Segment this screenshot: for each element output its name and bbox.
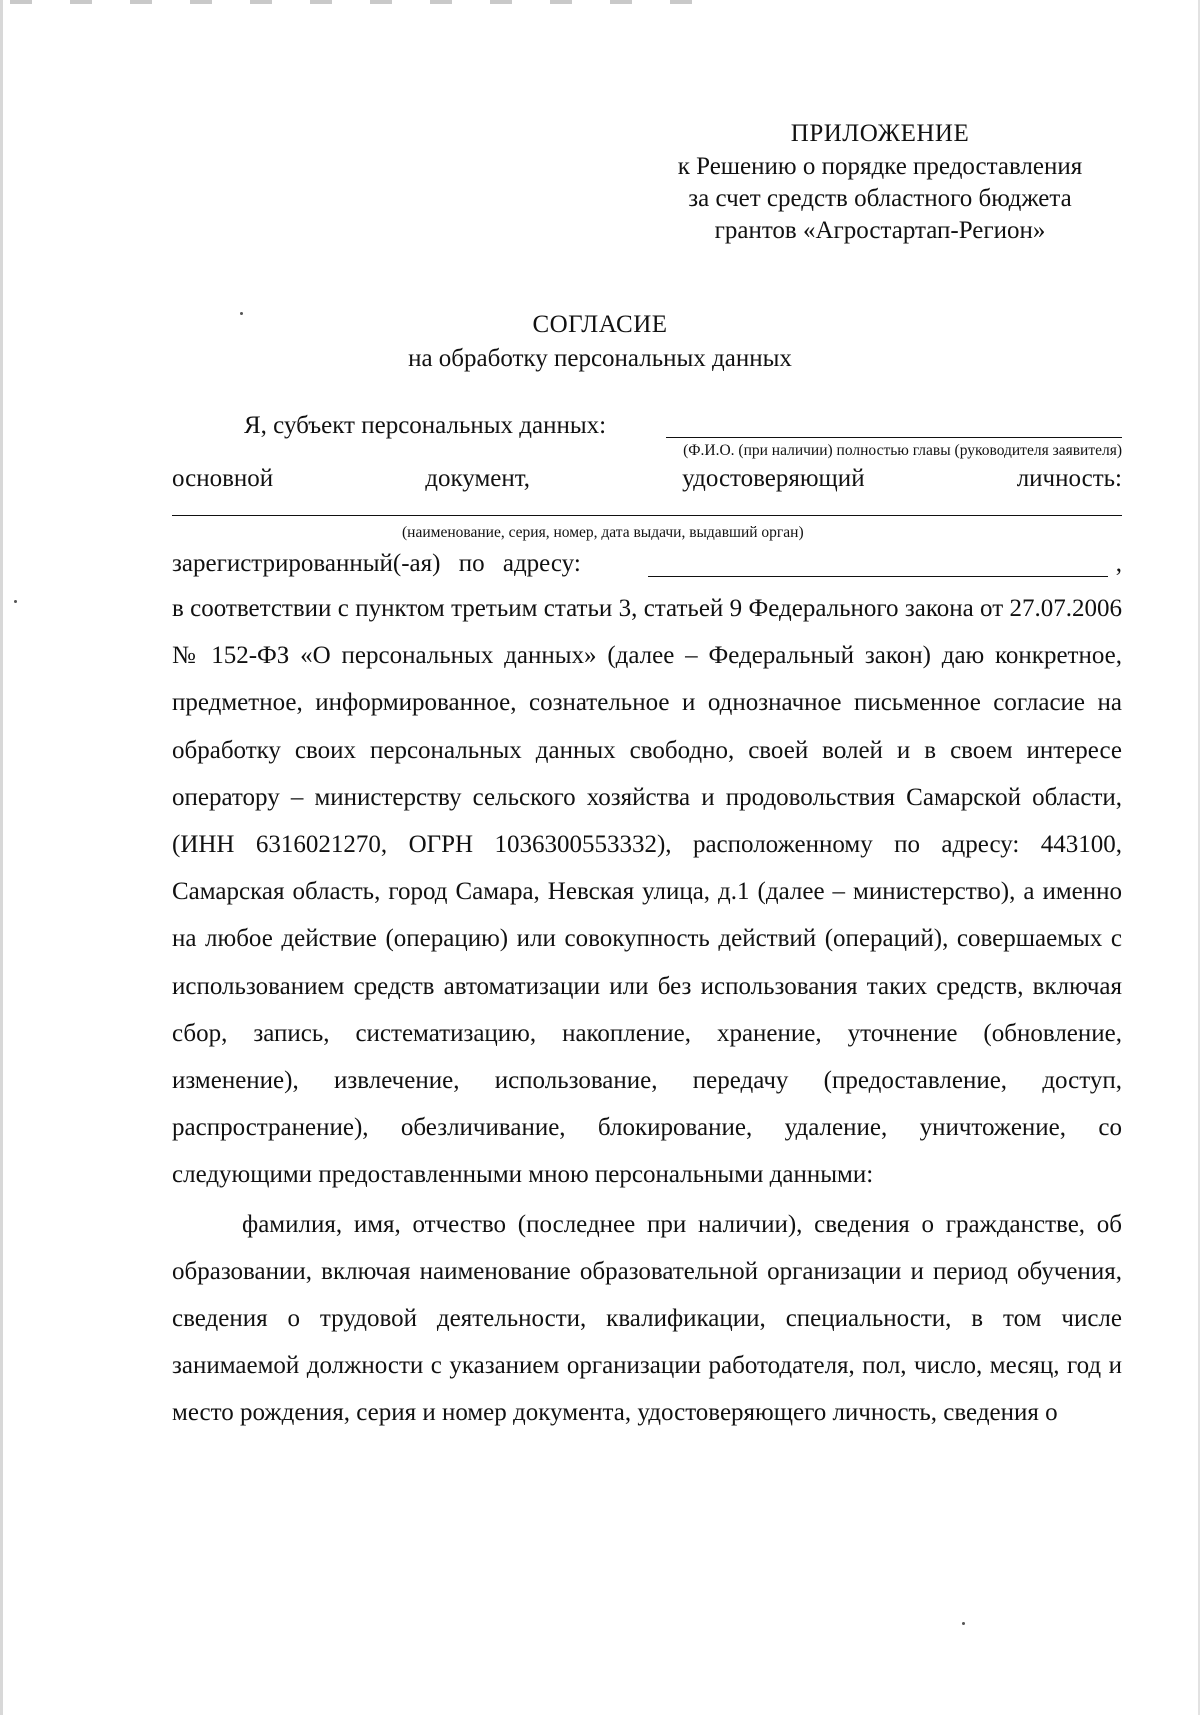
scan-mark [430, 0, 452, 4]
document-hint: (наименование, серия, номер, дата выдачи, выдавший орган) [402, 524, 804, 541]
document-title-block [0, 308, 1200, 376]
scan-mark [130, 0, 152, 4]
consent-paragraph-2: фамилия, имя, отчество (последнее при наличии), сведения о гражданстве, об образовании, включая наименование образовательной организации и период обучения, сведения о трудовой деятельности, квалификации, специальности, в том числе занимаемой должности с указанием организации работодателя, пол, число, месяц, год и место рождения, серия и номер документа, удостоверяющего личность, сведения о [172, 1210, 1122, 1427]
appendix-line-1: к Решению о порядке предоставления [677, 153, 1083, 180]
scan-mark [550, 0, 572, 4]
scan-top-edge-marks [0, 0, 1200, 10]
document-row [172, 463, 1122, 495]
scan-speck [240, 312, 243, 315]
scan-mark [10, 0, 32, 4]
scan-mark [670, 0, 692, 4]
document-details-blank[interactable] [172, 515, 1122, 516]
address-label: зарегистрированный(-ая) по адресу: [172, 550, 581, 577]
scan-mark [250, 0, 272, 4]
scan-speck [14, 600, 17, 603]
address-comma: , [1115, 550, 1122, 577]
fio-hint: (Ф.И.О. (при наличии) полностью главы (руководителя заявителя) [683, 442, 1122, 459]
appendix-line-3: грантов «Агростартап-Регион» [714, 217, 1046, 244]
consent-body [172, 585, 1122, 1437]
document-word: основной [172, 465, 274, 492]
consent-paragraph-1: в соответствии с пунктом третьим статьи 3, статьей 9 Федерального закона от 27.07.2006 № 152-ФЗ «О персональных данных» (далее – Федеральный закон) даю конкретное, предметное, информированное, сознательное и однозначное письменное согласие на обработку своих персональных данных свободно, своей волей и в своем интересе оператору – министерству сельского хозяйства и продовольствия Самарской области, (ИНН 6316021270, ОГРН 1036300553332), расположенному по адресу: 443100, Самарская область, город Самара, Невская улица, д.1 (далее – министерство), а именно на любое действие (операцию) или совокупность действий (операций), совершаемых с использованием средств автоматизации или без использования таких средств, включая сбор, запись, систематизацию, накопление, хранение, уточнение (обновление, изменение), извлечение, использование, передачу (предоставление, доступ, распространение), обезличивание, блокирование, удаление, уничтожение, со следующими предоставленными мною персональными данными: [172, 595, 1122, 1189]
scan-mark [610, 0, 632, 4]
document-word: документ, [425, 465, 531, 492]
scan-mark [70, 0, 92, 4]
subject-name-blank[interactable] [666, 437, 1122, 438]
document-subtitle: на обработку персональных данных [408, 345, 792, 372]
document-word: удостоверяющий [682, 465, 865, 492]
scan-left-edge [0, 0, 3, 1715]
document-title: СОГЛАСИЕ [532, 311, 668, 338]
scan-mark [190, 0, 212, 4]
appendix-title: ПРИЛОЖЕНИЕ [790, 120, 970, 147]
subject-label: Я, субъект персональных данных: [244, 412, 607, 439]
scan-mark [310, 0, 332, 4]
scan-mark [370, 0, 392, 4]
appendix-header [630, 118, 1130, 247]
appendix-line-2: за счет средств областного бюджета [688, 185, 1072, 212]
document-word: личность: [1016, 465, 1122, 492]
scan-mark [490, 0, 512, 4]
scan-speck [962, 1622, 965, 1625]
address-blank[interactable] [648, 576, 1108, 577]
